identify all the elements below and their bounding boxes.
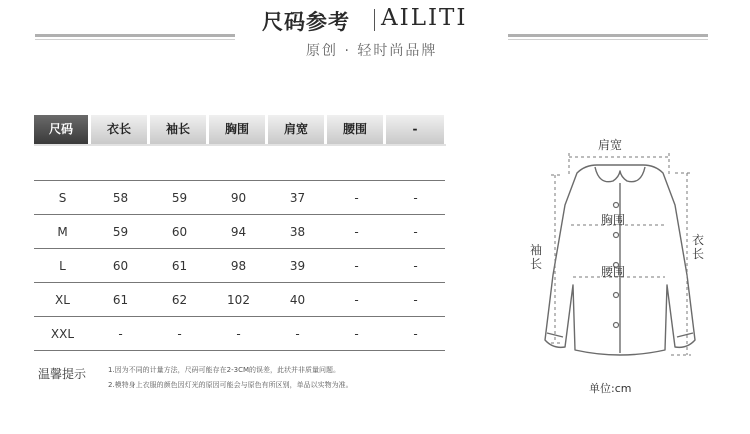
sleeve-cell: 62: [171, 292, 188, 307]
length-cell: 60: [112, 258, 129, 273]
waist-cell: -: [354, 326, 359, 341]
sleeve-cell: 59: [171, 190, 188, 205]
extra-cell: -: [413, 258, 418, 273]
length-guide: [671, 173, 691, 355]
sleeve-guide: [551, 175, 563, 343]
size-table-body: [34, 180, 445, 351]
waist-cell: -: [354, 292, 359, 307]
length-cell: 58: [112, 190, 129, 205]
header-shadow: [34, 144, 446, 146]
chest-cell: 90: [230, 190, 247, 205]
col-header-shoulder: 肩宽: [268, 115, 324, 144]
shoulder-cell: -: [295, 326, 300, 341]
chest-cell: -: [236, 326, 241, 341]
sleeve-cell: 61: [171, 258, 188, 273]
shoulder-cell: 37: [289, 190, 306, 205]
col-header-extra: -: [386, 115, 444, 144]
brand-name: AILITI: [381, 5, 468, 31]
length-cell: 59: [112, 224, 129, 239]
extra-cell: -: [413, 190, 418, 205]
col-header-size: 尺码: [34, 115, 88, 144]
size-cell: S: [58, 190, 67, 205]
sleeve-cell: 60: [171, 224, 188, 239]
note-item: 2.模特身上衣服的颜色因灯光的原因可能会与原色有所区别，单品以实物为准。: [108, 381, 353, 389]
size-cell: XXL: [50, 326, 75, 341]
label-length: 衣长: [692, 233, 705, 261]
table-row: [34, 214, 445, 248]
extra-cell: -: [413, 326, 418, 341]
notes-label: 温馨提示: [38, 367, 87, 381]
length-cell: -: [118, 326, 123, 341]
shoulder-guide: [569, 153, 669, 175]
shoulder-cell: 40: [289, 292, 306, 307]
label-sleeve: 袖长: [530, 243, 543, 271]
size-cell: L: [59, 258, 66, 273]
size-cell: M: [57, 224, 68, 239]
table-row: [34, 282, 445, 316]
size-table-header: [34, 115, 444, 144]
label-chest: 胸围: [601, 213, 626, 227]
chest-cell: 94: [230, 224, 247, 239]
chest-cell: 102: [227, 292, 250, 307]
shoulder-cell: 38: [289, 224, 306, 239]
label-waist: 腰围: [601, 265, 626, 279]
collar: [595, 167, 645, 182]
title-divider: [374, 9, 375, 31]
brand-slogan: 原创 · 轻时尚品牌: [306, 43, 438, 59]
size-cell: XL: [55, 292, 70, 307]
chest-cell: 98: [230, 258, 247, 273]
shoulder-cell: 39: [289, 258, 306, 273]
table-row: [34, 316, 445, 351]
extra-cell: -: [413, 292, 418, 307]
sleeve-cell: -: [177, 326, 182, 341]
label-shoulder: 肩宽: [598, 138, 623, 152]
col-header-waist: 腰围: [327, 115, 383, 144]
unit-label: 单位:cm: [589, 382, 632, 395]
note-item: 1.因为不同的计量方法，尺码可能存在2-3CM的误差，此状并非质量问题。: [108, 366, 341, 374]
col-header-chest: 胸围: [209, 115, 265, 144]
extra-cell: -: [413, 224, 418, 239]
header-rule-left: [35, 34, 235, 37]
length-cell: 61: [112, 292, 129, 307]
waist-cell: -: [354, 258, 359, 273]
col-header-length: 衣长: [91, 115, 147, 144]
header-rule-right: [508, 34, 708, 37]
page-title: 尺码参考: [262, 10, 350, 34]
col-header-sleeve: 袖长: [150, 115, 206, 144]
table-row: [34, 180, 445, 214]
waist-cell: -: [354, 190, 359, 205]
table-row: [34, 248, 445, 282]
waist-cell: -: [354, 224, 359, 239]
